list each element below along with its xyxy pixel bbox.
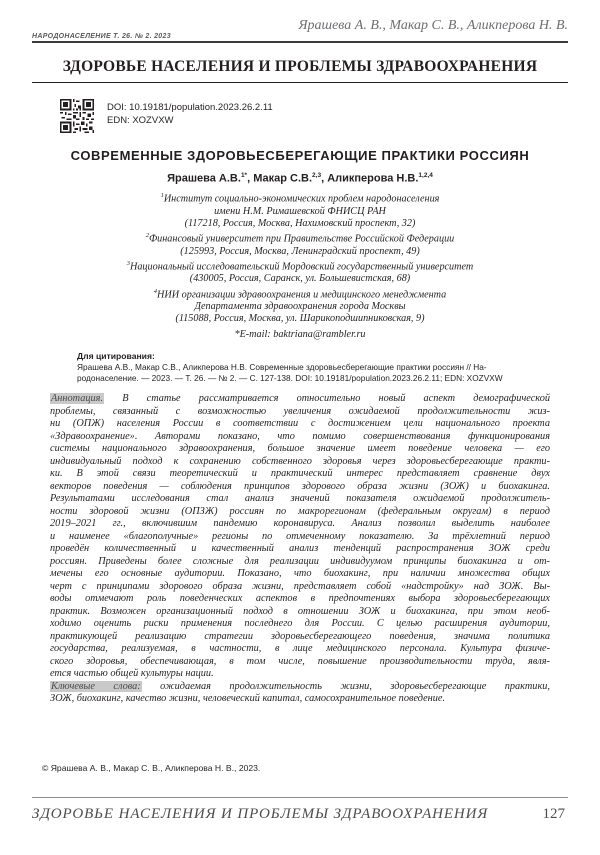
affiliation-line <box>32 258 568 274</box>
keywords-label: Ключевые слова: <box>51 680 141 692</box>
abstract-line <box>50 656 550 669</box>
affiliation-text: (117218, Россия, Москва, Нахимовский проспект, 32) <box>184 217 416 229</box>
author-name: Аликперова Н.В. <box>327 172 419 185</box>
affiliation-text: имени Н.М. Римашевской ФНИСЦ РАН <box>214 205 386 217</box>
abstract-line <box>50 643 550 656</box>
contact-email[interactable]: *E-mail: baktriana@rambler.ru <box>234 329 366 340</box>
article-title: СОВРЕМЕННЫЕ ЗДОРОВЬЕСБЕРЕГАЮЩИЕ ПРАКТИКИ РОССИЯН <box>70 148 530 163</box>
affiliation-line <box>32 313 568 325</box>
abstract-text: мечены его основные аудитории. Показано, что биохакинг, при наличии множества общих <box>50 568 550 579</box>
affiliation-line <box>32 273 568 285</box>
abstract-text: векторов поведения — соблюдения принципов здорового образа жизни (ЗОЖ) и биохакинга. <box>50 480 550 492</box>
abstract-text: системы национального здравоохранения, большое значение имеет поведение человека — его <box>50 443 550 454</box>
affiliation-text: (115088, Россия, Москва, ул. Шарикоподшипниковская, 9) <box>175 313 425 325</box>
abstract-text: проблемы, связанный с возможностью увеличения ожидаемой продолжительности жиз- <box>50 405 550 417</box>
author-list <box>32 172 568 185</box>
abstract-text: «Здравоохранение». Авторами показано, что помимо совершенствования функционирования <box>50 430 550 442</box>
abstract-text: ходимо оценить риски применения последнего для России. С целью расширения аудитории, <box>50 618 550 629</box>
identifiers <box>107 101 273 127</box>
abstract-line <box>50 406 550 419</box>
abstract-line <box>50 443 550 456</box>
abstract-line <box>50 556 550 569</box>
affiliation-line <box>32 190 568 206</box>
affiliation-marker: 3 <box>126 259 130 267</box>
abstract-text: воды отмечают роль поведенческих аспектов в предпочтениях выбора здоровьесберегающих <box>50 593 550 604</box>
abstract-text: практик. Возможен организационный подход в отношении ЗОЖ и биохакинга, при этом необ- <box>50 605 550 617</box>
affiliation-line <box>32 301 568 313</box>
affiliation-text: НИИ организации здравоохранения и медицинского менеджмента <box>157 288 447 300</box>
abstract-text: черт с принципами здорового образа жизни, представляет собой «надстройку» над ЗОЖ. Вы- <box>50 580 550 592</box>
section-title: ЗДОРОВЬЕ НАСЕЛЕНИЯ И ПРОБЛЕМЫ ЗДРАВООХРАНЕНИЯ <box>62 58 538 75</box>
abstract-line <box>50 631 550 644</box>
affiliations <box>32 190 568 326</box>
abstract-line <box>50 456 550 469</box>
author-name: Ярашева А.В. <box>167 172 241 185</box>
affiliation-text: Национальный исследовательский Мордовский государственный университет <box>129 261 474 273</box>
abstract-text: и наименее «благополучные» регионы по отмеченному показателю. За трёхлетний период <box>50 530 550 542</box>
header-divider <box>32 41 568 43</box>
running-authors: Ярашева А. В., Макар С. В., Аликперова Н. В. <box>298 18 568 33</box>
abstract-line <box>50 593 550 606</box>
affiliation-text: Финансовый университет при Правительстве Российской Федерации <box>148 233 455 245</box>
abstract-line <box>50 618 550 631</box>
abstract-label: Аннотация. <box>51 393 104 404</box>
author-affiliation-marker: 2,3 <box>312 172 322 179</box>
keywords-text: ожидаемая продолжительность жизни, здоровьесберегающие практики, <box>141 680 550 692</box>
footer-divider <box>32 797 568 798</box>
abstract-line <box>50 493 550 506</box>
abstract-text: 2019–2021 гг., включившим пандемию коронавируса. Анализ позволил выделить наиболее <box>50 518 550 529</box>
abstract-line <box>50 506 550 519</box>
abstract-text: индивидуальный подход к сохранению собственного здоровья через здоровьесберегающие практи- <box>50 455 550 467</box>
abstract-text: проведён количественный и качественный анализ тенденций распространения ЗОЖ среди <box>50 543 550 554</box>
abstract-line <box>50 568 550 581</box>
abstract-text: ского здоровья, обеспечивающая, в том числе, повышение производительности труда, явля- <box>50 655 550 667</box>
running-header <box>32 18 568 40</box>
journal-reference: НАРОДОНАСЕЛЕНИЕ Т. 26. № 2. 2023 <box>32 33 171 40</box>
abstract-line <box>50 668 550 681</box>
affiliation-line <box>32 230 568 246</box>
abstract-line <box>50 481 550 494</box>
copyright: © Ярашева А. В., Макар С. В., Аликперова Н. В., 2023. <box>42 763 261 773</box>
footer-journal-section: ЗДОРОВЬЕ НАСЕЛЕНИЯ И ПРОБЛЕМЫ ЗДРАВООХРАНЕНИЯ <box>32 806 489 822</box>
affiliation-line <box>32 206 568 218</box>
citation-line: Ярашева А.В., Макар С.В., Аликперова Н.В. Современные здоровьесберегающие практики россиян // На- <box>77 362 487 372</box>
abstract-text: ни (ОПЖ) населения России в соответствии с достижением цели национального проекта <box>50 418 550 429</box>
citation <box>77 351 547 384</box>
author-affiliation-marker: 1* <box>240 172 248 179</box>
affiliation-text: (125993, Россия, Москва, Ленинградский проспект, 49) <box>180 245 420 257</box>
keywords-text: ЗОЖ, биохакинг, качество жизни, человеческий капитал, самосохранительное поведение. <box>50 693 446 704</box>
abstract <box>50 393 550 706</box>
affiliation-text: Департамента здравоохранения города Москвы <box>194 301 406 313</box>
citation-label: Для цитирования: <box>77 351 155 361</box>
abstract-line <box>50 518 550 531</box>
author-separator: , <box>321 172 328 185</box>
author-affiliation-marker: 1,2,4 <box>418 172 433 179</box>
affiliation-marker: 1 <box>160 192 164 199</box>
qr-code-icon <box>60 99 94 133</box>
abstract-text: россиян. Приведены более сложные для реализации индивидуумом принципы биохакинга и от- <box>50 555 550 567</box>
affiliation-text: (430005, Россия, Саранск, ул. Большевистская, 68) <box>189 273 411 285</box>
page-number: 127 <box>542 806 565 822</box>
abstract-line <box>50 393 550 406</box>
abstract-line <box>50 543 550 556</box>
abstract-text: ности здоровой жизни (ОПЗЖ) россиян по макрорегионам (федеральным округам) в период <box>50 505 550 517</box>
keywords-line <box>50 681 550 694</box>
abstract-line <box>50 531 550 544</box>
edn: EDN: XOZVXW <box>107 115 174 126</box>
abstract-text: государства, реализуемая, в частности, в лице медицинского персонала. Культура физиче- <box>50 643 550 654</box>
author-name: Макар С.В. <box>253 172 313 185</box>
section-divider <box>32 82 568 83</box>
doi[interactable]: DOI: 10.19181/population.2023.26.2.11 <box>107 102 273 113</box>
abstract-text: Результатами исследования стал анализ значений показателя ожидаемой продолжитель- <box>50 493 550 504</box>
affiliation-line <box>32 286 568 302</box>
abstract-text: практикующей реализацию стратегии здоровьесберегающего поведения, значима политика <box>50 630 550 642</box>
author-separator: , <box>247 172 254 185</box>
abstract-line <box>50 431 550 444</box>
affiliation-line <box>32 218 568 230</box>
citation-line: родонаселение. — 2023. — Т. 26. — № 2. — С. 127-138. DOI: 10.19181/population.2023.26.2.11; EDN: XOZVXW <box>77 373 503 383</box>
abstract-line <box>50 468 550 481</box>
affiliation-marker: 4 <box>153 287 158 295</box>
abstract-text: В статье рассматривается относительно новый аспект демографической <box>104 393 550 404</box>
abstract-line <box>50 606 550 619</box>
abstract-text: ки. В этой связи теоретический и практический интерес представляет сравнение двух <box>50 468 550 479</box>
abstract-line <box>50 418 550 431</box>
affiliation-text: Институт социально-экономических проблем народонаселения <box>163 193 440 205</box>
keywords-line <box>50 693 550 706</box>
abstract-text: ется частью общей культуры нации. <box>50 668 214 679</box>
abstract-line <box>50 581 550 594</box>
affiliation-line <box>32 246 568 258</box>
affiliation-marker: 2 <box>145 232 149 239</box>
